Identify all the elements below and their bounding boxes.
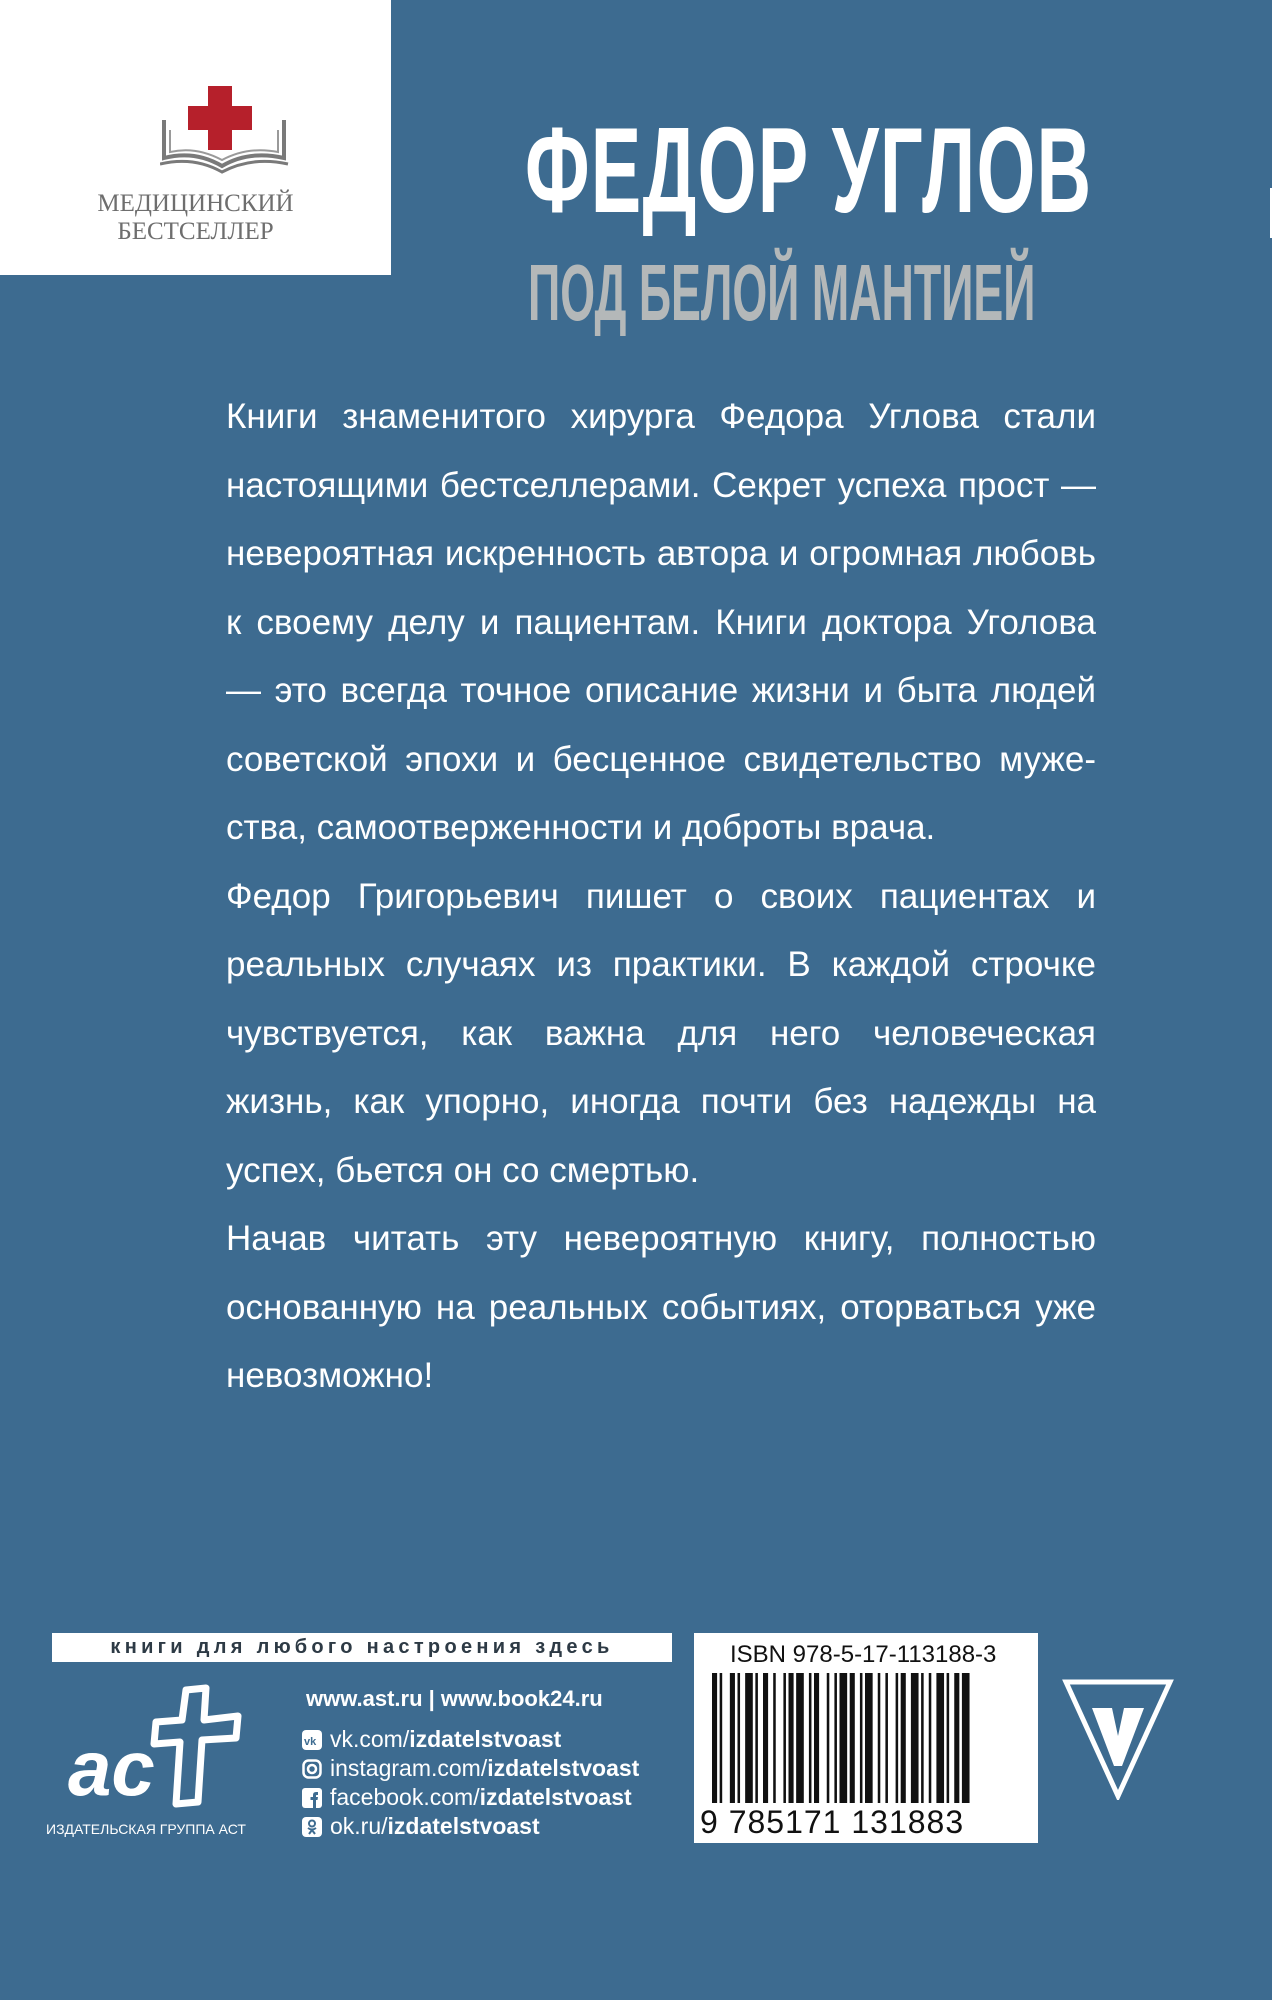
barcode-bar [878, 1673, 881, 1803]
book-title: ПОД БЕЛОЙ МАНТИЕЙ [528, 248, 1036, 337]
blurb-paragraph: Начав читать эту невероятную книгу, полностью основанную на реальных событиях, оторваться уже невозможно! [226, 1219, 1096, 1395]
social-link-instagram[interactable] [302, 1754, 639, 1783]
barcode-bar [738, 1673, 741, 1803]
website-links[interactable]: www.ast.ru | www.book24.ru [306, 1686, 603, 1711]
isbn-number: ISBN 978-5-17-113188-3 [730, 1641, 997, 1668]
publisher-name: ИЗДАТЕЛЬСКАЯ ГРУППА АСТ [46, 1821, 246, 1837]
v-triangle-logo-icon [1062, 1676, 1174, 1800]
instagram-icon [302, 1759, 322, 1779]
barcode-bar [783, 1673, 786, 1803]
author-name: ФЕДОР УГЛОВ [525, 102, 1093, 238]
social-prefix: ok.ru/ [330, 1813, 388, 1839]
svg-text:ас: ас [68, 1724, 155, 1810]
barcode-bar [763, 1673, 768, 1803]
facebook-icon [302, 1788, 322, 1808]
social-prefix: instagram.com/ [330, 1755, 488, 1781]
barcode-bar [929, 1673, 932, 1803]
social-handle: izdatelstvoast [479, 1784, 632, 1810]
barcode-bar [730, 1673, 735, 1803]
barcode-bar [865, 1673, 873, 1803]
ast-logo-icon [68, 1680, 248, 1810]
social-link-ok[interactable] [302, 1812, 639, 1841]
social-link-vk[interactable] [302, 1725, 639, 1754]
barcode-block [694, 1633, 1038, 1843]
barcode-icon [712, 1673, 1022, 1803]
tagline-banner: книги для любого настроения здесь [52, 1633, 672, 1662]
badge-line-2: БЕСТСЕЛЛЕР [117, 218, 274, 245]
odnoklassniki-icon [302, 1817, 322, 1837]
barcode-bar [814, 1673, 819, 1803]
badge-line-1: МЕДИЦИНСКИЙ [97, 190, 294, 217]
blurb [226, 383, 1096, 1411]
vk-icon [302, 1730, 322, 1750]
barcode-bar [755, 1673, 758, 1803]
barcode-bar [947, 1673, 950, 1803]
barcode-bar [840, 1673, 848, 1803]
blurb-paragraph: Книги знаменитого хирурга Федора Углова стали настоящими бестселлерами. Секрет успеха прост — невероятная искренность автора и огромная любовь к своему делу и пациентам. Книги доктора Уголова — это всегда точное описание жизни и быта людей советской эпохи и бесценное свидетельство мужества, самоотверженности и доброты врача. [226, 397, 1096, 847]
social-link-facebook[interactable] [302, 1783, 639, 1812]
barcode-bar [921, 1673, 924, 1803]
barcode-bar [954, 1673, 959, 1803]
book-cross-icon [160, 80, 290, 180]
barcode-bar [834, 1673, 837, 1803]
barcode-bar [896, 1673, 899, 1803]
barcode-bar [809, 1673, 812, 1803]
barcode-bar [850, 1673, 855, 1803]
social-prefix: facebook.com/ [330, 1784, 480, 1810]
social-links [302, 1725, 639, 1841]
barcode-bar [745, 1673, 753, 1803]
barcode-bar [936, 1673, 944, 1803]
badge-label [0, 190, 391, 246]
social-handle: izdatelstvoast [487, 1755, 640, 1781]
barcode-bar [827, 1673, 830, 1803]
medical-bestseller-badge [0, 0, 391, 275]
svg-text:vk: vk [304, 1735, 317, 1748]
barcode-bar [789, 1673, 794, 1803]
barcode-bar [860, 1673, 863, 1803]
barcode-bar [720, 1673, 723, 1803]
barcode-bar [962, 1673, 970, 1803]
barcode-bar [796, 1673, 804, 1803]
barcode-bar [911, 1673, 919, 1803]
social-prefix: vk.com/ [330, 1726, 410, 1752]
barcode-digits: 9 785171 131883 [700, 1804, 965, 1840]
barcode-bar [885, 1673, 888, 1803]
barcode-bar [773, 1673, 776, 1803]
social-handle: izdatelstvoast [387, 1813, 540, 1839]
social-handle: izdatelstvoast [409, 1726, 562, 1752]
blurb-paragraph: Федор Григорьевич пишет о своих пациентах и реальных случаях из практики. В каждой строчке чувствуется, как важна для него человеческая жизнь, как упорно, иногда почти без надежды на успех, бьется он со смертью. [226, 876, 1096, 1190]
barcode-bar [712, 1673, 717, 1803]
barcode-bar [901, 1673, 906, 1803]
